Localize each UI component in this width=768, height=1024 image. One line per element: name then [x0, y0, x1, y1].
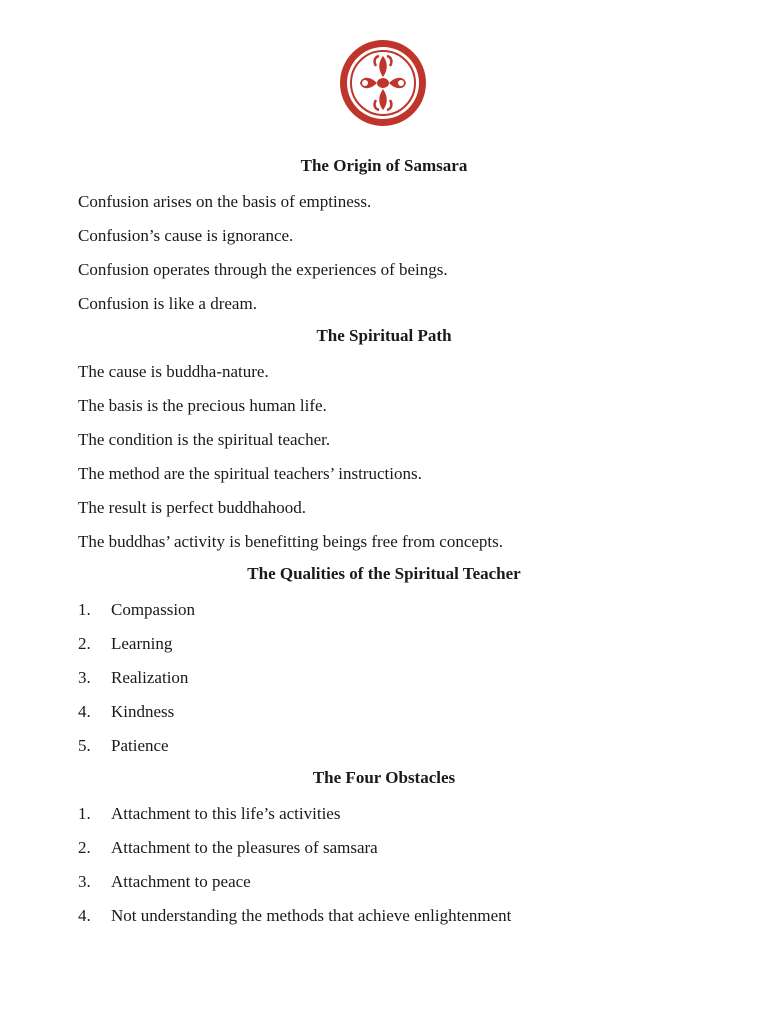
list-item-text: Realization [111, 668, 189, 687]
section-heading: The Origin of Samsara [300, 156, 468, 175]
list-item [78, 697, 690, 731]
list-item-text: Learning [111, 634, 173, 653]
list-item [78, 833, 690, 867]
list-item [78, 731, 690, 765]
section-heading: The Four Obstacles [312, 768, 456, 787]
paragraph-line: Confusion is like a dream. [78, 294, 257, 313]
list-item [78, 595, 690, 629]
paragraph-line: The buddhas’ activity is benefitting beings free from concepts. [78, 532, 504, 551]
paragraph-line: Confusion’s cause is ignorance. [78, 226, 294, 245]
section-four-obstacles [78, 765, 690, 935]
list-item-text: Not understanding the methods that achieve enlightenment [111, 906, 512, 925]
document-body [78, 153, 690, 935]
paragraph-line: The result is perfect buddhahood. [78, 498, 307, 517]
list-number: 5. [78, 736, 91, 755]
list-item [78, 799, 690, 833]
list-item-text: Kindness [111, 702, 175, 721]
list-item-text: Attachment to peace [111, 872, 251, 891]
list-item [78, 629, 690, 663]
list-item [78, 867, 690, 901]
paragraph-line: The cause is buddha-nature. [78, 362, 269, 381]
list-item-text: Patience [111, 736, 169, 755]
section-qualities-of-teacher [78, 561, 690, 765]
list-number: 4. [78, 702, 91, 721]
section-heading: The Spiritual Path [316, 326, 452, 345]
list-number: 3. [78, 872, 91, 891]
list-number: 2. [78, 838, 91, 857]
list-number: 2. [78, 634, 91, 653]
paragraph-line: The basis is the precious human life. [78, 396, 327, 415]
paragraph-line: The condition is the spiritual teacher. [78, 430, 331, 449]
list-number: 3. [78, 668, 91, 687]
dorje-emblem-icon [340, 40, 426, 126]
section-heading: The Qualities of the Spiritual Teacher [247, 564, 521, 583]
paragraph-line: Confusion arises on the basis of emptiness. [78, 192, 372, 211]
list-item [78, 901, 690, 935]
list-number: 4. [78, 906, 91, 925]
list-item [78, 663, 690, 697]
paragraph-line: Confusion operates through the experiences of beings. [78, 260, 448, 279]
list-item-text: Attachment to this life’s activities [111, 804, 341, 823]
list-number: 1. [78, 600, 91, 619]
section-origin-of-samsara [78, 153, 690, 323]
list-number: 1. [78, 804, 91, 823]
section-spiritual-path [78, 323, 690, 561]
paragraph-line: The method are the spiritual teachers’ instructions. [78, 464, 422, 483]
list-item-text: Attachment to the pleasures of samsara [111, 838, 378, 857]
list-item-text: Compassion [111, 600, 196, 619]
